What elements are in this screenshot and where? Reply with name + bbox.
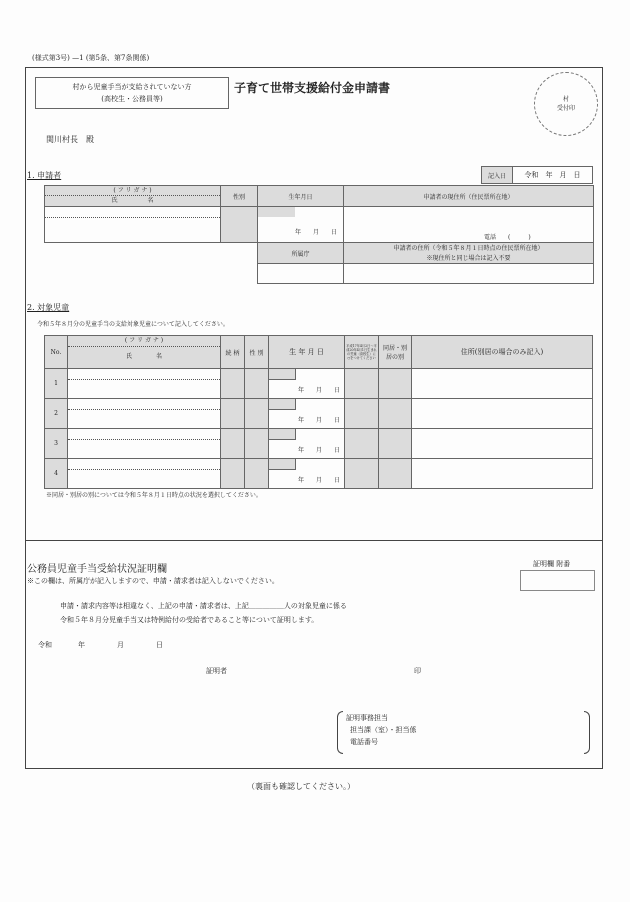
- child-name-field[interactable]: [67, 368, 221, 399]
- stamp-line2: 受付印: [556, 105, 575, 112]
- s2-gender-header: 性 別: [244, 335, 269, 369]
- s1-aug-address-field[interactable]: [343, 263, 594, 284]
- child-address-field[interactable]: [411, 368, 593, 399]
- addressee: 関川村長 殿: [46, 135, 94, 144]
- child-gender-field[interactable]: [244, 458, 269, 489]
- s1-dob-value: 年 月 日: [294, 229, 337, 236]
- child-name-field[interactable]: [67, 458, 221, 489]
- s1-name-field[interactable]: [44, 206, 221, 243]
- seal-mark: 印: [414, 667, 421, 675]
- certificate-title: 公務員児童手当受給状況証明欄: [27, 564, 167, 575]
- child-gender-field[interactable]: [244, 368, 269, 399]
- child-dob-field[interactable]: [268, 458, 345, 489]
- child-highschool-mark[interactable]: [344, 398, 379, 429]
- child-dob-field[interactable]: [268, 398, 345, 429]
- section2-heading: 2. 対象児童: [27, 303, 70, 312]
- s1-gender-header: 性別: [220, 185, 258, 207]
- child-highschool-mark[interactable]: [344, 428, 379, 459]
- certifier-label: 証明者: [206, 667, 227, 675]
- contact-line3: 電話番号: [350, 738, 378, 746]
- child-address-field[interactable]: [411, 428, 593, 459]
- section2-instruction: 令和５年８月分の児童手当の支給対象児童について記入してください。: [37, 321, 229, 328]
- certificate-number-label: 証明欄 附番: [533, 560, 571, 568]
- section-divider: [25, 540, 603, 541]
- s1-era-box[interactable]: [258, 207, 295, 217]
- s1-agency-field[interactable]: [257, 263, 344, 284]
- certificate-number-field[interactable]: [520, 570, 595, 591]
- s2-furigana-label: ( フ リ ガ ナ ): [124, 337, 164, 344]
- child-address-field[interactable]: [411, 398, 593, 429]
- notice-line1: 村から児童手当が支給されていない方: [72, 83, 192, 91]
- child-gender-field[interactable]: [244, 398, 269, 429]
- s1-furigana-label: ( フ リ ガ ナ ): [113, 187, 152, 194]
- child-name-field[interactable]: [67, 428, 221, 459]
- child-era-box[interactable]: [269, 429, 296, 440]
- child-relation-field[interactable]: [220, 458, 245, 489]
- child-dob-value: 年 月 日: [297, 417, 340, 424]
- child-dob-value: 年 月 日: [297, 447, 340, 454]
- child-relation-field[interactable]: [220, 398, 245, 429]
- child-address-field[interactable]: [411, 458, 593, 489]
- s1-phone: 電話 ( ): [484, 234, 531, 241]
- contact-line2: 担当課（室）・担当係: [350, 726, 417, 734]
- cert-date-era: 令和: [38, 641, 52, 649]
- s1-gender-field[interactable]: [220, 206, 258, 243]
- child-relation-field[interactable]: [220, 368, 245, 399]
- s1-agency-header: 所属庁: [257, 242, 344, 264]
- stamp-line1: 村: [562, 96, 569, 103]
- table-row-number: 2: [44, 398, 68, 429]
- s1-address-field[interactable]: [343, 206, 594, 243]
- s1-name-label: 氏 名: [111, 197, 154, 204]
- child-cohab-field[interactable]: [378, 398, 412, 429]
- form-reference: (様式第3号) —1 (第5条、第7条関係): [32, 54, 150, 62]
- certificate-body-line1: 申請・請求内容等は相違なく、上記の申請・請求者は、上記＿＿＿＿＿人の対象児童に係る: [60, 602, 347, 610]
- notice-line2: (高校生・公務員等): [101, 95, 163, 103]
- child-relation-field[interactable]: [220, 428, 245, 459]
- contact-bracket-right: [584, 711, 590, 754]
- child-gender-field[interactable]: [244, 428, 269, 459]
- child-dob-field[interactable]: [268, 368, 345, 399]
- section1-heading: 1. 申請者: [27, 171, 62, 180]
- s2-name-header: [67, 335, 221, 369]
- s1-aug-address-line2: ※現住所と同じ場合は記入不要: [426, 255, 511, 262]
- form-title: 子育て世帯支援給付金申請書: [234, 81, 391, 95]
- s1-name-header: [44, 185, 221, 207]
- back-side-note: （裏面も確認してください。）: [247, 782, 355, 791]
- child-era-box[interactable]: [269, 459, 296, 470]
- s1-dob-header: 生年月日: [257, 185, 344, 207]
- child-era-box[interactable]: [269, 399, 296, 410]
- reception-stamp-area: [534, 72, 598, 136]
- s2-address-header: 住所(別居の場合のみ記入): [411, 335, 593, 369]
- child-dob-field[interactable]: [268, 428, 345, 459]
- s1-address-header: 申請者の現住所（住民票所在地）: [343, 185, 594, 207]
- child-cohab-field[interactable]: [378, 458, 412, 489]
- child-highschool-mark[interactable]: [344, 458, 379, 489]
- table-row-number: 1: [44, 368, 68, 399]
- contact-line1: 証明事務担当: [346, 714, 388, 722]
- s2-cohab-header: 同居・別居の別: [378, 335, 412, 369]
- contact-bracket-left: [337, 711, 343, 754]
- child-highschool-mark[interactable]: [344, 368, 379, 399]
- s1-dob-field[interactable]: [257, 206, 344, 243]
- s2-highschool-header: 平成17年4月2日～平成20年4月1日生まれの児童（高校生）に○をつけてください: [344, 335, 379, 369]
- s2-dob-header: 生 年 月 日: [268, 335, 345, 369]
- table-row-number: 4: [44, 458, 68, 489]
- entry-date-field[interactable]: 令和 年 月 日: [512, 166, 593, 184]
- cert-date-month: 月: [117, 641, 124, 649]
- table-row-number: 3: [44, 428, 68, 459]
- cert-date-day: 日: [156, 641, 163, 649]
- s2-no-header: No.: [44, 335, 68, 369]
- certificate-note: ※この欄は、所属庁が記入しますので、申請・請求者は記入しないでください。: [27, 577, 279, 585]
- s1-aug-address-line1: 申請者の住所（令和５年８月１日時点の住民票所在地）: [393, 245, 544, 252]
- child-name-field[interactable]: [67, 398, 221, 429]
- s2-name-label: 氏 名: [125, 353, 162, 360]
- entry-date-label: 記入日: [481, 166, 513, 184]
- cert-date-year: 年: [78, 641, 85, 649]
- notice-box: [35, 77, 229, 109]
- s1-aug-address-header: [343, 242, 594, 264]
- section2-footnote: ※同居・別居の別については令和５年８月１日時点の状況を選択してください。: [46, 492, 262, 499]
- child-dob-value: 年 月 日: [297, 387, 340, 394]
- certificate-body-line2: 令和５年８月分児童手当又は特例給付の受給者であること等について証明します。: [60, 616, 319, 624]
- child-era-box[interactable]: [269, 369, 296, 380]
- s2-relation-header: 続 柄: [220, 335, 245, 369]
- child-dob-value: 年 月 日: [297, 477, 340, 484]
- child-cohab-field[interactable]: [378, 368, 412, 399]
- child-cohab-field[interactable]: [378, 428, 412, 459]
